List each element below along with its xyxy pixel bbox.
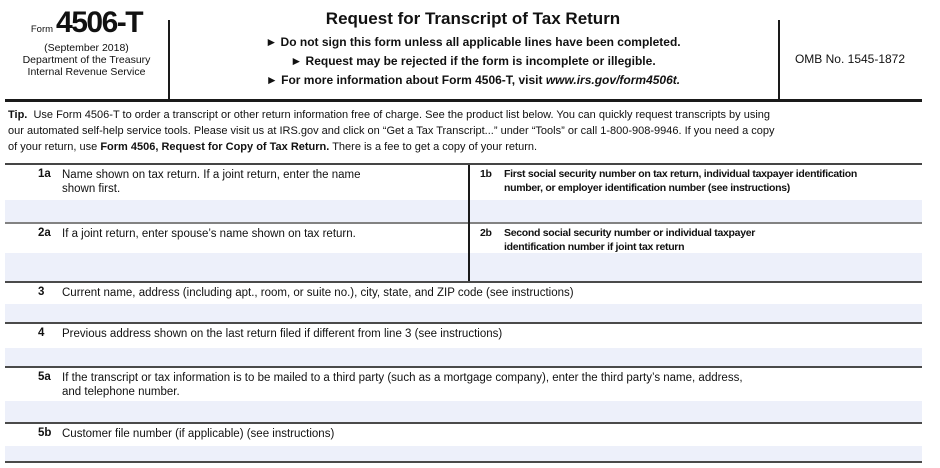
line-5b-customer-file-number-input[interactable] [5, 446, 922, 461]
line-2a-text-l1: If a joint return, enter spouse’s name shown on tax return. [62, 228, 356, 240]
line-1a-number: 1a [38, 168, 51, 180]
row-1-fields [5, 200, 922, 222]
line-5a-number: 5a [38, 371, 51, 383]
row-4-fields [5, 348, 922, 366]
line-5b-text [62, 427, 334, 446]
instruction-bullet-3-text: ► For more information about Form 4506-T, visit [265, 72, 546, 87]
instruction-bullet-1: ► Do not sign this form unless all applicable lines have been completed. [265, 34, 681, 49]
line-3-text [62, 286, 574, 304]
line-5a-label [5, 368, 743, 401]
form-number-line [5, 6, 168, 39]
line-1a-name-input[interactable] [5, 200, 468, 222]
tip-label: Tip. [8, 109, 28, 121]
line-4-label [5, 324, 502, 348]
table-bottom-border [5, 461, 922, 463]
agency-line-2: Internal Revenue Service [27, 65, 146, 78]
line-2b-number: 2b [480, 227, 492, 239]
row-4-label-row [5, 324, 922, 348]
row-5b-label-row [5, 424, 922, 446]
row-5a-fields [5, 401, 922, 422]
line-3-label [5, 283, 574, 304]
line-5a-text-l2: and telephone number. [62, 386, 180, 398]
omb-number: OMB No. 1545-1872 [794, 51, 906, 66]
line-2b-label [468, 224, 922, 253]
line-1b-text-l1: First social security number on tax return, individual taxpayer identification [504, 168, 857, 180]
row-2-labels [5, 224, 922, 253]
line-1b-label [468, 165, 922, 200]
instruction-bullet-2: ► Request may be rejected if the form is incomplete or illegible. [290, 53, 656, 68]
line-1a-text-l2: shown first. [62, 183, 121, 195]
line-5b-number: 5b [38, 427, 52, 439]
form-info-url: www.irs.gov/form4506t. [545, 72, 681, 87]
line-2b-text-l2: identification number if joint tax return [504, 240, 685, 253]
tip-paragraph [5, 107, 938, 155]
line-2a-number: 2a [38, 227, 51, 239]
line-4-previous-address-input[interactable] [5, 348, 922, 366]
tip-line-1 [8, 107, 938, 123]
form-header [5, 0, 922, 102]
line-4-text [62, 327, 502, 348]
tip-line-2: our automated self-help service tools. Please visit us at IRS.gov and click on “Get a Tax Transcript...” under “Tools” or call 1-800-908-9946. If you need a copy [8, 125, 775, 137]
row-5a-label-row [5, 368, 922, 401]
line-2b-text [504, 227, 755, 253]
form-revision-date: (September 2018) [44, 41, 129, 54]
form-word-label: Form [30, 24, 54, 35]
line-5b-label [5, 424, 334, 446]
line-4-text-l1: Previous address shown on the last return filed if different from line 3 (see instructions) [62, 328, 503, 340]
row-3-label-row [5, 283, 922, 304]
column-divider [468, 165, 470, 281]
line-3-number: 3 [38, 286, 45, 298]
form-id-block [5, 0, 168, 99]
agency-line-1: Department of the Treasury [22, 53, 151, 66]
line-1a-label [5, 165, 468, 200]
line-2b-text-l1: Second social security number or individual taxpayer [504, 227, 756, 239]
row-3-fields [5, 304, 922, 322]
line-1b-text-l2: number, or employer identification number (see instructions) [504, 181, 790, 194]
form-number: 4506-T [56, 6, 143, 39]
line-2a-label [5, 224, 468, 253]
line-2b-second-ssn-input[interactable] [468, 253, 922, 281]
line-5b-text-l1: Customer file number (if applicable) (see instructions) [62, 428, 335, 440]
header-divider-right [778, 20, 780, 99]
line-3-current-address-input[interactable] [5, 304, 922, 322]
line-2a-spouse-name-input[interactable] [5, 253, 468, 281]
form-lines-table [5, 163, 922, 463]
line-5a-third-party-input[interactable] [5, 401, 922, 422]
tip-line-3-text: of your return, use [8, 141, 101, 153]
tip-line-3 [8, 139, 938, 155]
tip-line-3-tail: There is a fee to get a copy of your return. [329, 141, 538, 153]
form-4506-reference: Form 4506, Request for Copy of Tax Return. [100, 141, 330, 153]
instruction-bullet-3 [168, 74, 778, 86]
form-title-block [168, 0, 778, 99]
line-2a-text [62, 227, 356, 253]
row-5b-fields [5, 446, 922, 461]
line-4-number: 4 [38, 327, 45, 339]
row-2-fields [5, 253, 922, 281]
line-5a-text-l1: If the transcript or tax information is to be mailed to a third party (such as a mortgage company), enter the third party’s name, address, [62, 372, 743, 384]
form-title: Request for Transcript of Tax Return [325, 9, 621, 28]
line-1b-text [504, 168, 857, 200]
omb-block [778, 0, 922, 99]
tip-line-1-text: Use Form 4506-T to order a transcript or other return information free of charge. See the product list below. You can quickly request transcripts by using [27, 109, 771, 121]
header-divider-left [168, 20, 170, 99]
line-1a-text [62, 168, 361, 200]
line-3-text-l1: Current name, address (including apt., room, or suite no.), city, state, and ZIP code (see instructions) [62, 287, 574, 299]
line-5a-text [62, 371, 743, 401]
rows-1-2-group [5, 165, 922, 281]
line-1b-ssn-input[interactable] [468, 200, 922, 222]
line-1b-number: 1b [480, 168, 492, 180]
row-1-labels [5, 165, 922, 200]
line-1a-text-l1: Name shown on tax return. If a joint return, enter the name [62, 169, 361, 181]
